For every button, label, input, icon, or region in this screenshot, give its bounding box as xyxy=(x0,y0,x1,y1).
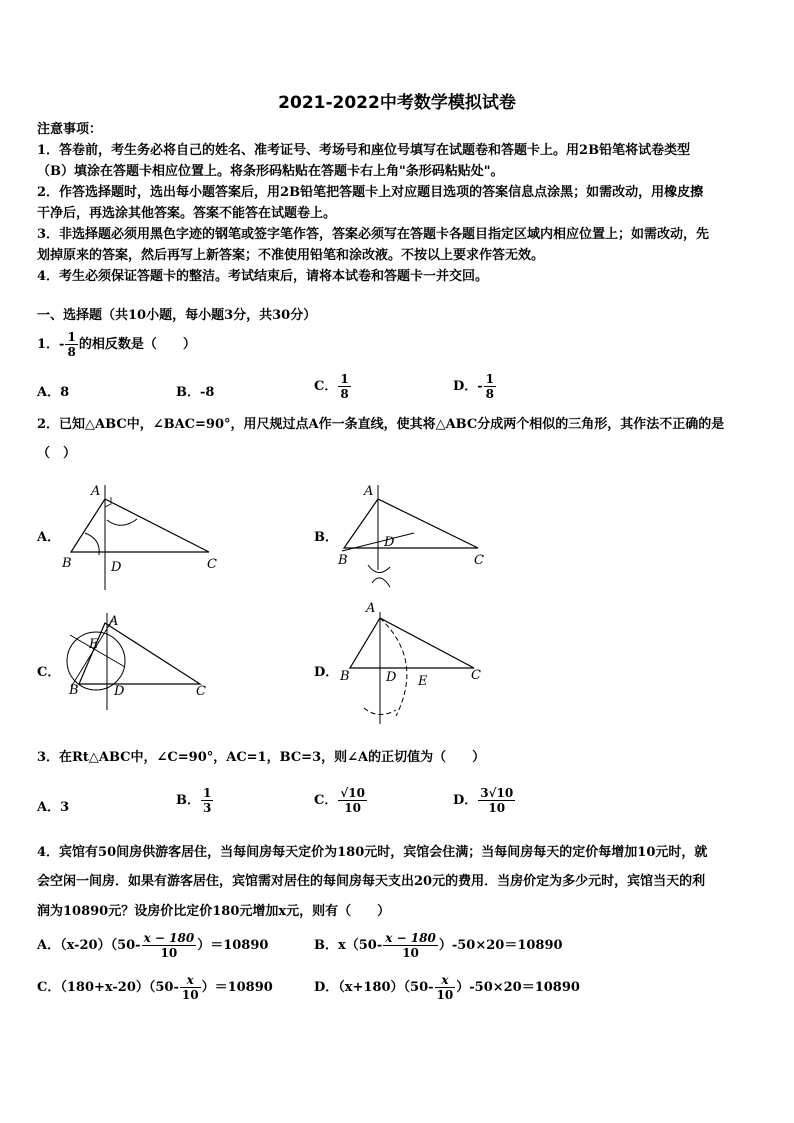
triangle xyxy=(350,618,474,668)
label-c: C xyxy=(207,557,217,572)
construction-arc-dashed xyxy=(380,618,407,716)
q1-option-a: A．8 xyxy=(37,385,70,400)
label-a: A xyxy=(364,484,374,499)
construction-arc xyxy=(372,578,390,587)
q3-option-b: B． $\frac{1}{3}$ xyxy=(176,786,212,815)
label-d: D xyxy=(114,684,125,699)
label-a: A xyxy=(366,601,376,616)
q2-figure-b xyxy=(332,475,502,595)
q1-fraction: $\frac{1}{8}$ xyxy=(67,330,76,359)
q3-option-d: D． $\frac{3√10}{10}$ xyxy=(453,786,514,815)
notice-heading: 注意事项： xyxy=(37,122,103,137)
label-a: A xyxy=(91,484,101,499)
label-b: B xyxy=(338,553,348,568)
q1-prefix: 1．- xyxy=(37,337,65,352)
q2-figure-d xyxy=(332,598,502,726)
label-b: B xyxy=(340,669,350,684)
notice-line: （B）填涂在答题卡相应位置上。将条形码粘贴在答题卡右上角"条形码粘贴处"。 xyxy=(37,164,504,179)
label-c: C xyxy=(196,684,206,699)
triangle xyxy=(344,499,478,548)
question-1-stem xyxy=(37,330,196,359)
construction-arc xyxy=(107,519,137,525)
q1-suffix: 的相反数是（ ） xyxy=(78,337,196,352)
notice-line: 划掉原来的答案，然后再写上新答案；不准使用铅笔和涂改液。不按以上要求作答无效。 xyxy=(37,248,545,263)
label-b: B xyxy=(62,556,72,571)
q1-option-d: D．- $\frac{1}{8}$ xyxy=(453,372,495,401)
q1-option-b: B．-8 xyxy=(176,385,215,400)
label-c: C xyxy=(471,668,481,683)
section-heading: 一、选择题（共10小题，每小题3分，共30分） xyxy=(37,308,317,323)
label-c: C xyxy=(474,553,484,568)
label-d: D xyxy=(111,560,122,575)
question-3-stem: 3．在Rt△ABC中，∠C=90°，AC=1，BC=3，则∠A的正切值为（ ） xyxy=(37,750,486,765)
label-b: B xyxy=(69,683,79,698)
q4-option-b: B．x（50- $\frac{x - 180}{10}$ ）-50×20＝10890 xyxy=(314,931,563,960)
q4-option-d: D．（x+180）（50- $\frac{x}{10}$ ）-50×20＝10890 xyxy=(314,973,580,1002)
question-2-stem: 2．已知△ABC中，∠BAC=90°，用尺规过点A作一条直线，使其将△ABC分成两个相似的三角形，其作法不正确的是 xyxy=(37,417,725,432)
q2-option-c: C． xyxy=(37,665,61,680)
question-4-stem-cont: 润为10890元？设房价比定价180元增加x元，则有（ ） xyxy=(37,904,391,919)
notice-line: 1．答卷前，考生务必将自己的姓名、准考证号、考场号和座位号填写在试题卷和答题卡上。用2B铅笔将试卷类型 xyxy=(37,143,691,158)
notice-line: 2．作答选择题时，选出每小题答案后，用2B铅笔把答题卡上对应题目选项的答案信息点涂黑；如需改动，用橡皮擦 xyxy=(37,185,704,200)
notice-line: 干净后，再选涂其他答案。答案不能答在试题卷上。 xyxy=(37,206,337,221)
exam-title: 2021-2022中考数学模拟试卷 xyxy=(278,93,516,113)
q2-figure-a xyxy=(55,475,235,595)
q2-option-b: B． xyxy=(314,530,338,545)
q4-option-a: A．（x-20）（50- $\frac{x - 180}{10}$ ）＝10890 xyxy=(37,931,269,960)
q2-figure-c xyxy=(55,605,215,715)
notice-line: 4．考生必须保证答题卡的整洁。考试结束后，请将本试卷和答题卡一并交回。 xyxy=(37,269,489,284)
construction-arc xyxy=(368,565,390,573)
label-e: E xyxy=(89,637,99,652)
q3-option-c: C． $\frac{√10}{10}$ xyxy=(314,786,365,815)
question-4-stem: 4．宾馆有50间房供游客居住，当每间房每天定价为180元时，宾馆会住满；当每间房每天的定价每增加10元时，就 xyxy=(37,845,708,860)
label-a: A xyxy=(109,614,119,629)
question-2-stem-cont: （ ） xyxy=(37,446,77,461)
label-d: D xyxy=(386,670,397,685)
q2-option-a: A． xyxy=(37,530,61,545)
q1-option-c: C． $\frac{1}{8}$ xyxy=(314,372,349,401)
label-e: E xyxy=(418,674,428,689)
question-4-stem-cont: 会空闲一间房．如果有游客居住，宾馆需对居住的每间房每天支出20元的费用．当房价定为多少元时，宾馆当天的利 xyxy=(37,874,706,889)
q4-option-c: C．（180+x-20）（50- $\frac{x}{10}$ ）＝10890 xyxy=(37,973,273,1002)
notice-line: 3．非选择题必须用黑色字迹的钢笔或签字笔作答，答案必须写在答题卡各题目指定区域内相应位置上；如需改动，先 xyxy=(37,227,710,242)
q3-option-a: A．3 xyxy=(37,800,70,815)
q2-option-d: D． xyxy=(314,665,339,680)
triangle xyxy=(71,499,209,552)
label-d: D xyxy=(384,535,395,550)
